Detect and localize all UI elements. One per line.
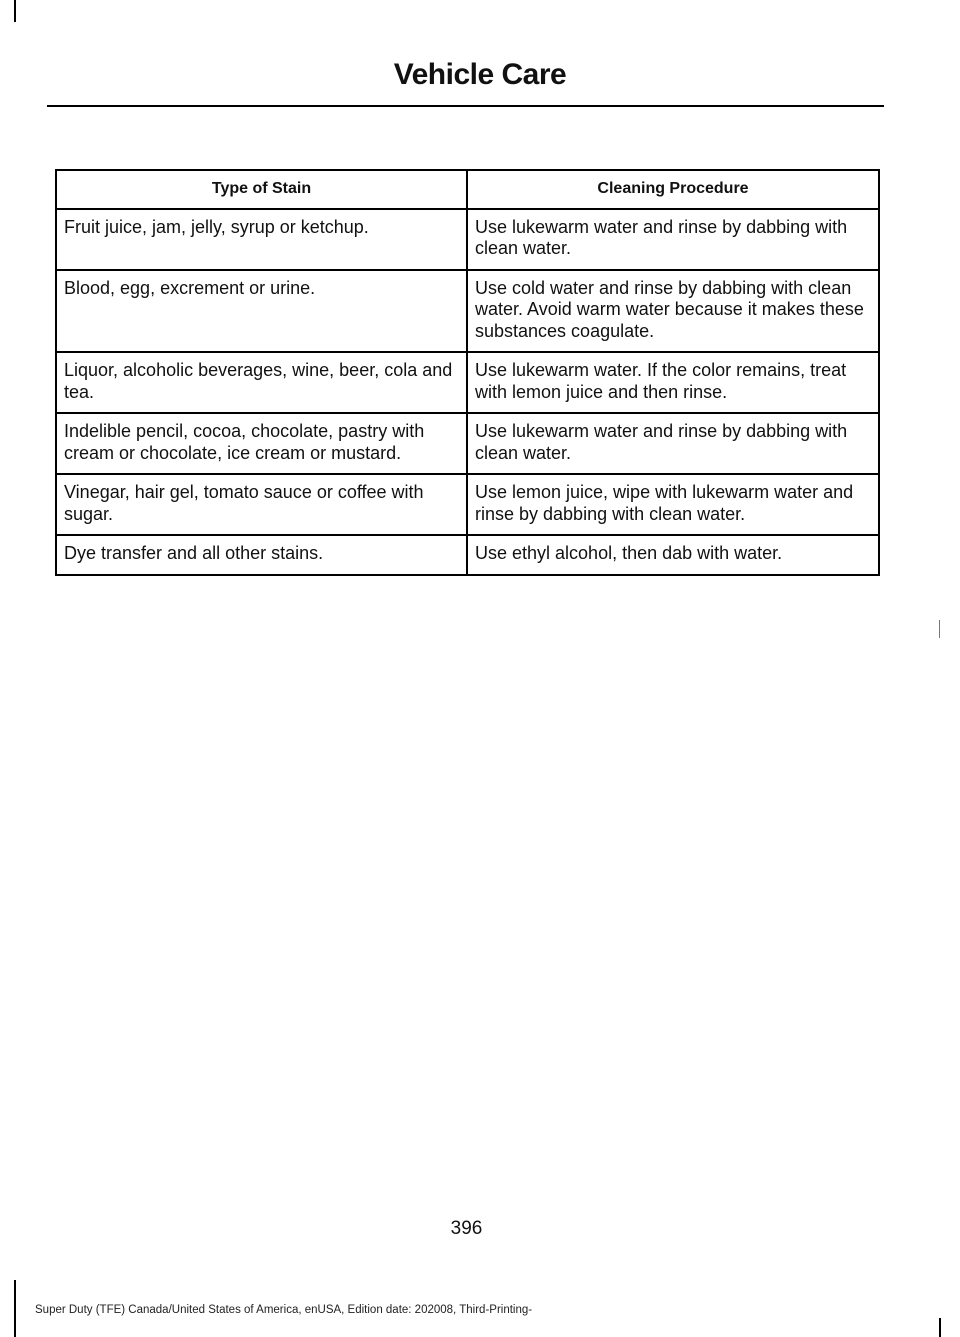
stain-type-cell: Dye transfer and all other stains. [56, 535, 467, 575]
crop-mark-bottom-left [14, 1280, 16, 1337]
column-header-cleaning-procedure: Cleaning Procedure [467, 170, 879, 209]
stain-type-cell: Fruit juice, jam, jelly, syrup or ketchup. [56, 209, 467, 270]
table-row [56, 413, 879, 474]
crop-mark-top-left [14, 0, 16, 22]
stain-cleaning-table [55, 169, 880, 576]
cleaning-procedure-cell: Use lemon juice, wipe with lukewarm water and rinse by dabbing with clean water. [467, 474, 879, 535]
table-row [56, 352, 879, 413]
title-divider [47, 105, 884, 107]
table-row [56, 535, 879, 575]
stain-type-cell: Blood, egg, excrement or urine. [56, 270, 467, 353]
edition-footer: Super Duty (TFE) Canada/United States of America, enUSA, Edition date: 202008, Third-Printing- [35, 1304, 533, 1316]
cleaning-procedure-cell: Use lukewarm water and rinse by dabbing with clean water. [467, 209, 879, 270]
cleaning-procedure-cell: Use lukewarm water. If the color remains, treat with lemon juice and then rinse. [467, 352, 879, 413]
cleaning-procedure-cell: Use cold water and rinse by dabbing with clean water. Avoid warm water because it makes these substances coagulate. [467, 270, 879, 353]
crop-mark-bottom-right [939, 1318, 941, 1337]
table-row [56, 209, 879, 270]
stain-type-cell: Vinegar, hair gel, tomato sauce or coffee with sugar. [56, 474, 467, 535]
page-title: Vehicle Care [393, 58, 567, 91]
table-row [56, 474, 879, 535]
stain-type-cell: Indelible pencil, cocoa, chocolate, pastry with cream or chocolate, ice cream or mustard. [56, 413, 467, 474]
page-number: 396 [450, 1218, 483, 1239]
cleaning-procedure-cell: Use ethyl alcohol, then dab with water. [467, 535, 879, 575]
table-header-row [56, 170, 879, 209]
column-header-stain-type: Type of Stain [56, 170, 467, 209]
stain-type-cell: Liquor, alcoholic beverages, wine, beer, cola and tea. [56, 352, 467, 413]
crop-mark-right [939, 620, 940, 638]
cleaning-procedure-cell: Use lukewarm water and rinse by dabbing with clean water. [467, 413, 879, 474]
table-row [56, 270, 879, 353]
